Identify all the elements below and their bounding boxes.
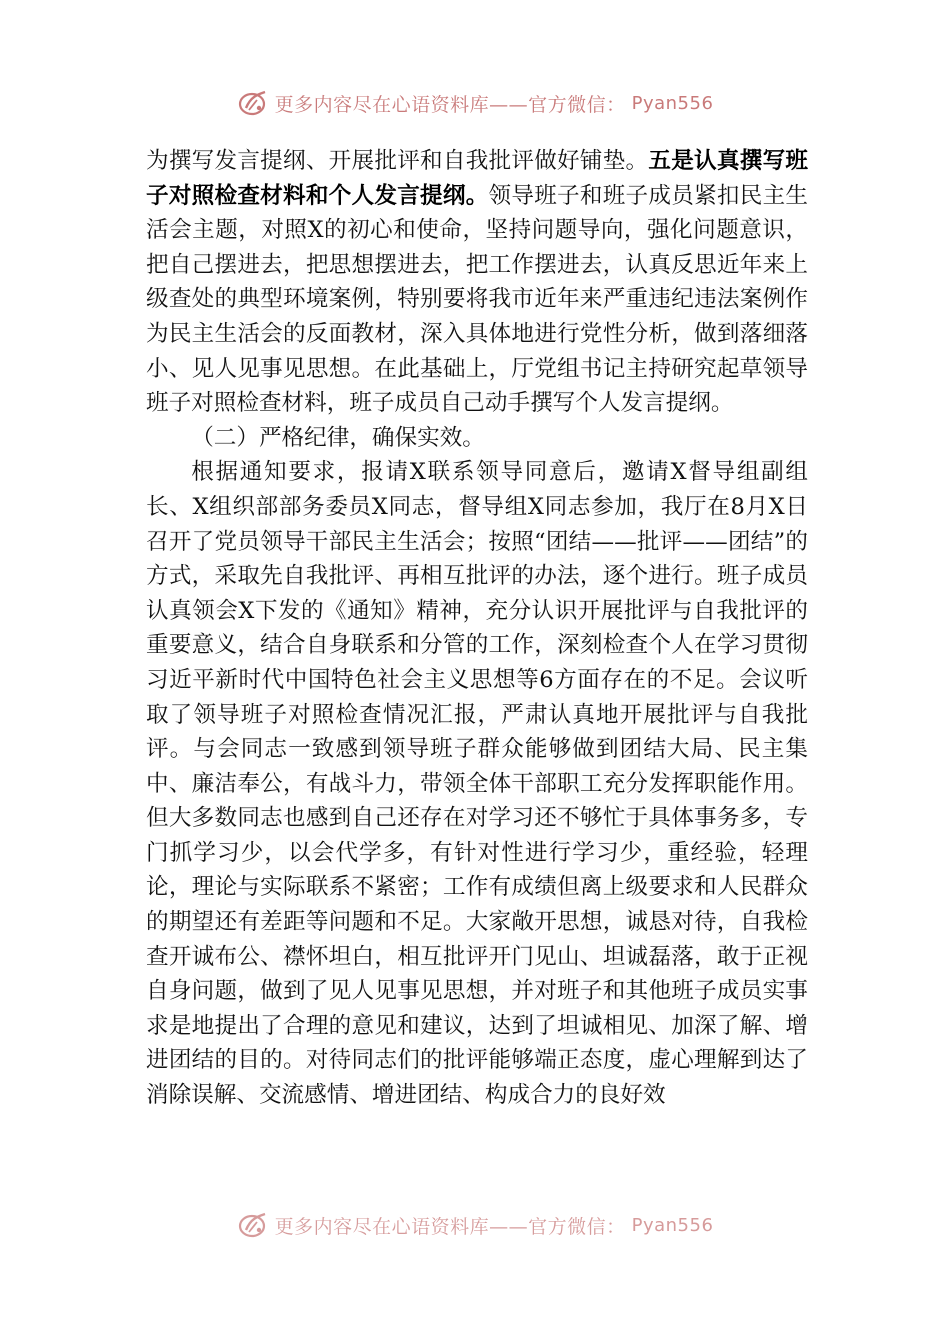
- watermark-header: [0, 86, 950, 120]
- watermark-wechat-id: Pyan556: [631, 92, 714, 114]
- watermark-footer: [0, 1208, 950, 1242]
- document-body: [146, 144, 808, 1113]
- watermark-text: 更多内容尽在心语资料库——官方微信：: [274, 1215, 626, 1238]
- watermark-wechat-id: Pyan556: [631, 1214, 714, 1236]
- paragraph-1: [146, 144, 808, 421]
- paragraph-1-lead: 为撰写发言提纲、开展批评和自我批评做好铺垫。: [146, 148, 649, 174]
- paragraph-1-bold: 五是认真撰写班子对照检查材料和个人发言提纲。: [146, 148, 808, 209]
- section-heading: （二）严格纪律，确保实效。: [191, 424, 485, 451]
- logo-icon: [237, 88, 269, 118]
- watermark-text: 更多内容尽在心语资料库——官方微信：: [274, 93, 626, 116]
- paragraph-1-rest: 领导班子和班子成员紧扣民主生活会主题，对照X的初心和使命，坚持问题导向，强化问题意识，把自己摆进去，把思想摆进去，把工作摆进去，认真反思近年来上级查处的典型环境案例，特别要将我市近年来严重违纪违法案例作为民主生活会的反面教材，深入具体地进行党性分析，做到落细落小、见人见事见思想。在此基础上，厅党组书记主持研究起草领导班子对照检查材料，班子成员自己动手撰写个人发言提纲。: [146, 182, 809, 417]
- paragraph-2: 根据通知要求，报请X联系领导同意后，邀请X督导组副组长、X组织部部务委员X同志，督导组X同志参加，我厅在8月X日召开了党员领导干部民主生活会；按照“团结——批评——团结”的方式，采取先自我批评、再相互批评的办法，逐个进行。班子成员认真领会X下发的《通知》精神，充分认识开展批评与自我批评的重要意义，结合自身联系和分管的工作，深刻检查个人在学习贯彻习近平新时代中国特色社会主义思想等6方面存在的不足。会议听取了领导班子对照检查情况汇报，严肃认真地开展批评与自我批评。与会同志一致感到领导班子群众能够做到团结大局、民主集中、廉洁奉公，有战斗力，带领全体干部职工充分发挥职能作用。但大多数同志也感到自己还存在对学习还不够忙于具体事务多，专门抓学习少，以会代学多，有针对性进行学习少，重经验，轻理论，理论与实际联系不紧密；工作有成绩但离上级要求和人民群众的期望还有差距等问题和不足。大家敞开思想，诚恳对待，自我检查开诚布公、襟怀坦白，相互批评开门见山、坦诚磊落，敢于正视自身问题，做到了见人见事见思想，并对班子和其他班子成员实事求是地提出了合理的意见和建议，达到了坦诚相见、加深了解、增进团结的目的。对待同志们的批评能够端正态度，虚心理解到达了消除误解、交流感情、增进团结、构成合力的良好效: [146, 459, 808, 1109]
- logo-icon: [237, 1210, 269, 1240]
